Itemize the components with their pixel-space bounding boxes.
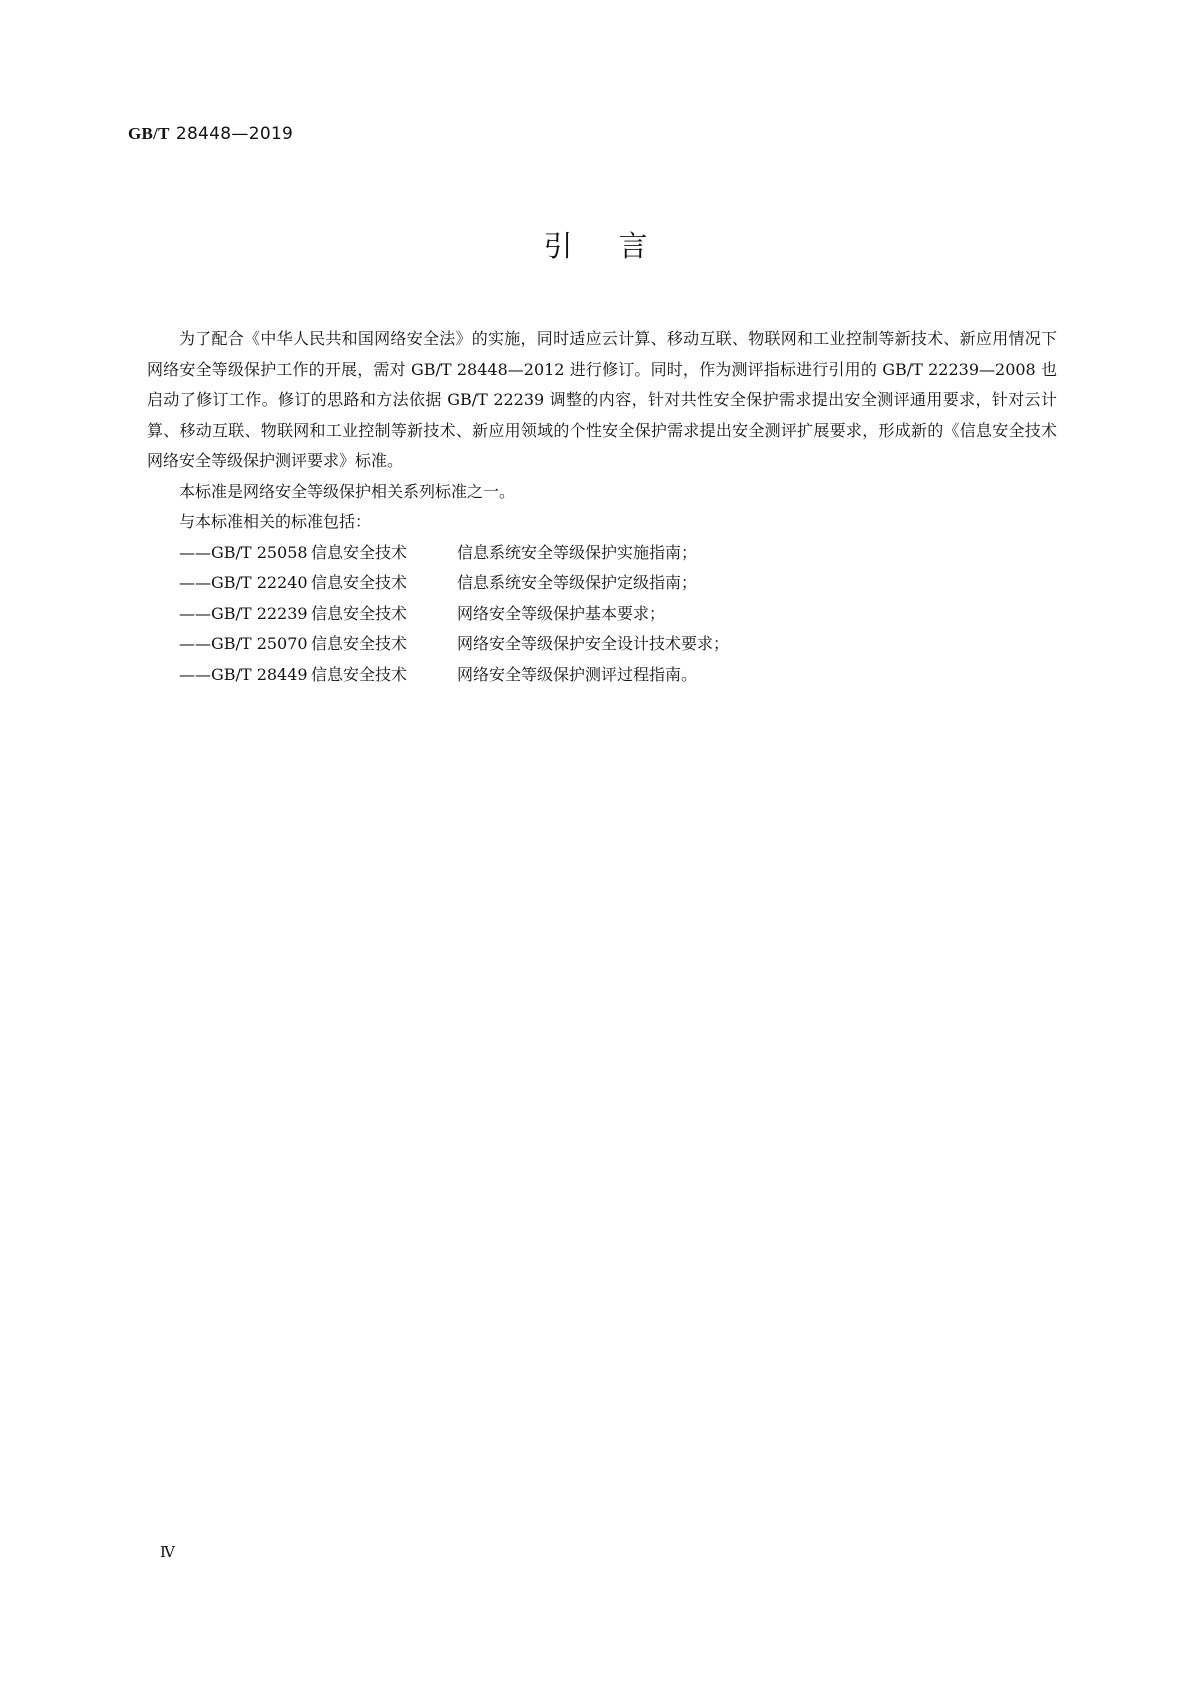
standard-ref-category: 信息安全技术 — [311, 573, 408, 592]
related-intro: 与本标准相关的标准包括： — [179, 512, 372, 531]
section-title: 引言 — [543, 229, 694, 263]
standard-ref-title: 网络安全等级保护测评过程指南。 — [457, 664, 698, 684]
standard-ref-title: 信息系统安全等级保护定级指南； — [457, 573, 698, 592]
page-number: Ⅳ — [160, 1543, 175, 1561]
standard-ref-category: 信息安全技术 — [311, 542, 408, 562]
standard-ref-code: ——GB/T 25058 — [179, 542, 308, 562]
list-item — [147, 660, 1057, 691]
list-item — [147, 538, 1057, 569]
document-body — [147, 324, 1074, 690]
list-item — [147, 629, 1057, 660]
standard-ref-code: ——GB/T 25070 — [179, 634, 308, 653]
standard-ref-code: ——GB/T 28449 — [179, 664, 308, 684]
series-statement: 本标准是网络安全等级保护相关系列标准之一。 — [179, 481, 516, 501]
related-standards-list — [147, 538, 1057, 691]
standard-ref-category: 信息安全技术 — [311, 603, 408, 623]
intro-paragraph: 为了配合《中华人民共和国网络安全法》的实施，同时适应云计算、移动互联、物联网和工业控制等新技术、新应用情况下网络安全等级保护工作的开展，需对 GB/T 28448—2012 进行修订。同时，作为测评指标进行引用的 GB/T 22239—2008 也启动了修订工作。修订的思路和方法依据 GB/T 22239 调整的内容，针对共性安全保护需求提出安全测评通用要求，针对云计算、移动互联、物联网和工业控制等新技术、新应用领域的个性安全保护需求提出安全测评扩展要求，形成新的《信息安全技术 网络安全等级保护测评要求》标准。 — [147, 329, 1074, 470]
standard-ref-code: ——GB/T 22240 — [179, 573, 308, 592]
list-item — [147, 568, 1057, 599]
list-item — [147, 599, 1057, 630]
standard-ref-title: 网络安全等级保护基本要求； — [457, 603, 666, 623]
standard-ref-title: 信息系统安全等级保护实施指南； — [457, 542, 698, 562]
standard-ref-category: 信息安全技术 — [311, 634, 408, 653]
standard-ref-code: ——GB/T 22239 — [179, 603, 308, 623]
standard-code: GB/T — [128, 124, 170, 143]
standard-ref-title: 网络安全等级保护安全设计技术要求； — [457, 634, 730, 653]
standard-number: 28448—2019 — [175, 124, 294, 144]
document-header — [128, 124, 293, 144]
standard-ref-category: 信息安全技术 — [311, 664, 408, 684]
